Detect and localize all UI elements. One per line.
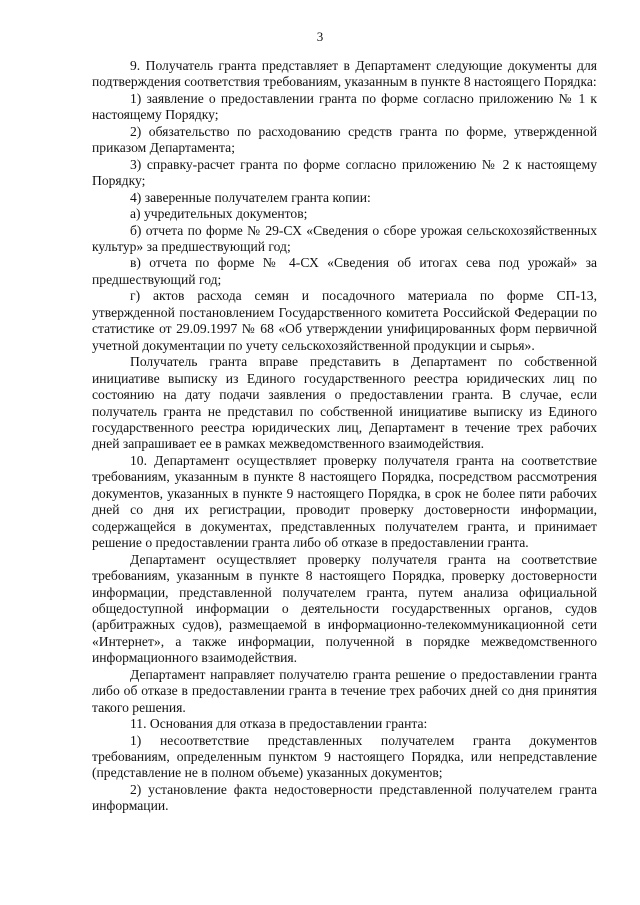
sub-item-founding-docs: а) учредительных документов; (130, 206, 308, 222)
refusal-ground-2: 2) установление факта недостоверности представленной получателем гранта информации. (92, 781, 597, 814)
sub-item-report-4sh: в) отчета по форме № 4-СХ «Сведения об итогах сева под урожай» за предшествующий год; (92, 255, 597, 287)
paragraph-10-check: 10. Департамент осуществляет проверку получателя гранта на соответствие требованиям, указанным в пункте 8 настоящего Порядка, посредством рассмотрения документов, указанных в пункте 9 настоящего Порядка, в срок не более пяти рабочих дней со дня их регистрации, проводит проверку достоверности информации, содержащейся в документах, представленных получателем гранта, и принимает решение о предоставлении гранта либо об отказе в предоставлении гранта. (92, 452, 597, 551)
paragraph-decision-notice: Департамент направляет получателю гранта решение о предоставлении гранта либо об отказе в предоставлении гранта в течение трех рабочих дней со дня принятия такого решения. (92, 666, 597, 715)
sub-item-report-29sh: б) отчета по форме № 29-СХ «Сведения о сборе урожая сельскохозяйственных культур» за предшествующий год; (92, 222, 597, 254)
page-number: 3 (316, 29, 324, 44)
refusal-ground-1: 1) несоответствие представленных получателем гранта документов требованиям, определенным пунктом 9 настоящего Порядка, или непредставление (представление не в полном объеме) указанных документов; (92, 732, 597, 781)
paragraph-verification: Департамент осуществляет проверку получателя гранта на соответствие требованиям, указанным в пункте 8 настоящего Порядка, проверку достоверности информации, представленной получателем гранта, путем анализа официальной общедоступной информации о деятельности государственных органов, судов (арбитражных судов), размещаемой в информационно-телекоммуникационной сети «Интернет», а также информации, полученной в порядке межведомственного информационного взаимодействия. (92, 551, 597, 666)
list-item-calculation: 3) справку-расчет гранта по форме согласно приложению № 2 к настоящему Порядку; (92, 156, 597, 189)
paragraph-9-intro: 9. Получатель гранта представляет в Департамент следующие документы для подтверждения соответствия требованиям, указанным в пункте 8 настоящего Порядка: (92, 58, 597, 90)
list-item-copies: 4) заверенные получателем гранта копии: (130, 189, 371, 205)
paragraph-11-refusal-grounds: 11. Основания для отказа в предоставлении гранта: (130, 716, 428, 732)
list-item-obligation: 2) обязательство по расходованию средств гранта по форме, утвержденной приказом Департамента; (92, 123, 597, 156)
document-body (92, 58, 597, 815)
sub-item-acts-sp13: г) актов расхода семян и посадочного материала по форме СП-13, утвержденной постановлением Государственного комитета Российской Федерации по статистике от 29.09.1997 № 68 «Об утверждении унифицированных форм первичной учетной документации по учету сельскохозяйственной продукции и сырья». (92, 288, 597, 353)
list-item-application: 1) заявление о предоставлении гранта по форме согласно приложению № 1 к настоящему Порядку; (92, 90, 597, 123)
paragraph-egrul-extract: Получатель гранта вправе представить в Департамент по собственной инициативе выписку из Единого государственного реестра юридических лиц по состоянию на дату подачи заявления о предоставлении гранта. В случае, если получатель гранта не представил по собственной инициативе выписку из Единого государственного реестра юридических лиц, Департамент в течение трех рабочих дней запрашивает ее в рамках межведомственного взаимодействия. (92, 354, 597, 452)
